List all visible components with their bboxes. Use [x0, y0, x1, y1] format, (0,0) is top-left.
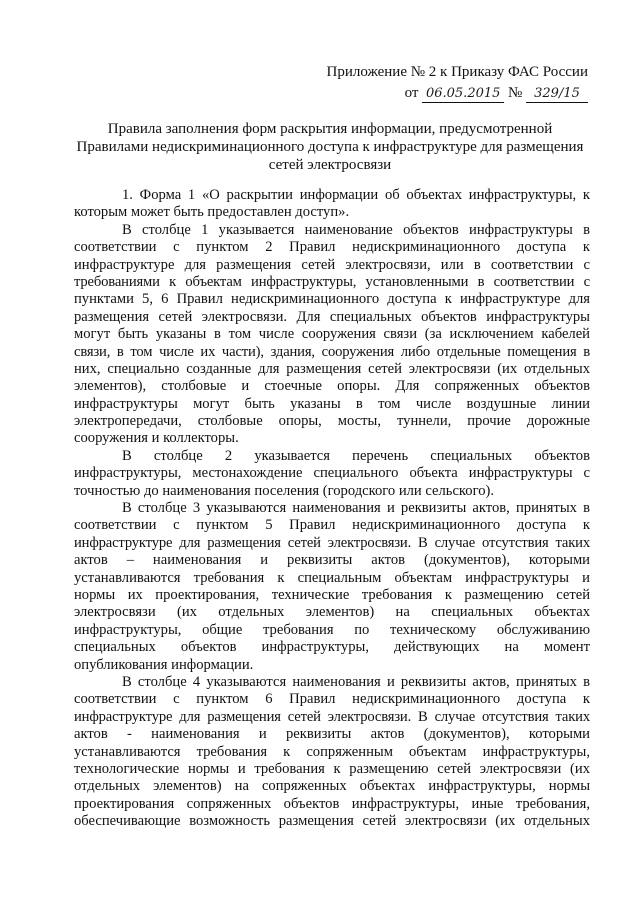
body-line: технологические нормы и требования к размещению сетей электросвязи (их [74, 760, 590, 777]
body-line: устанавливаются требования к сопряженным объектам инфраструктуры, [74, 743, 590, 760]
body-line: элементов), столбовые и стоечные опоры. Для сопряженных объектов [74, 378, 590, 395]
body-line: инфраструктуре для размещения сетей электросвязи. В случае отсутствия таких [74, 708, 590, 725]
body-line: соответствии с пунктом 2 Правил недискриминационного доступа к [74, 239, 590, 256]
body-line: электросвязи (их отдельных элементов) на специальных объектах [74, 604, 590, 621]
body-line: соответствии с пунктом 6 Правил недискриминационного доступа к [74, 691, 590, 708]
title-line: Правила заполнения форм раскрытия информации, предусмотренной [107, 121, 553, 137]
body-line: требованиями к объектам инфраструктуры, установленными в соответствии с [74, 273, 590, 290]
body-line: обеспечивающие возможность размещения сетей электросвязи (их отдельных [74, 813, 590, 830]
body-line: инфраструктуре для размещения сетей электросвязи. В случае отсутствия таких [74, 534, 590, 551]
body-line: опубликования информации. [74, 656, 254, 673]
body-line: В столбце 1 указывается наименование объектов инфраструктуры в [122, 221, 590, 238]
body-line: актов - наименования и реквизиты актов (документов), которыми [74, 726, 590, 743]
appendix-reference: Приложение № 2 к Приказу ФАС России [326, 64, 588, 80]
order-date-handwritten: 06.05.2015 [422, 86, 504, 103]
body-line: соответствии с пунктом 5 Правил недискриминационного доступа к [74, 517, 590, 534]
body-line: пунктами 5, 6 Правил недискриминационного доступа к инфраструктуре для [74, 291, 590, 308]
body-line: них, специально созданные для размещения сетей электросвязи (их отдельных [74, 360, 590, 377]
number-label: № [507, 85, 523, 101]
body-line: 1. Форма 1 «О раскрытии информации об объектах инфраструктуры, к [122, 187, 590, 203]
body-line: устанавливаются требования к специальным объектам инфраструктуры и [74, 569, 590, 586]
body-line: инфраструктуры, общие требования по техническому обслуживанию [74, 621, 590, 638]
body-line: В столбце 2 указывается перечень специальных объектов [122, 447, 590, 464]
body-line: электропередачи, столбовые опоры, мосты, туннели, прочие дорожные [74, 413, 590, 430]
appendix-header [288, 62, 588, 103]
title-line: Правилами недискриминационного доступа к инфраструктуре для размещения [76, 139, 584, 155]
order-number-handwritten: 329/15 [526, 86, 588, 103]
body-line: точностью до наименования поселения (городского или сельского). [74, 482, 495, 499]
body-line: нормы их проектирования, технические требования к размещению сетей [74, 586, 590, 603]
date-label: от [404, 85, 419, 101]
body-line: актов – наименования и реквизиты актов (документов), которыми [74, 552, 590, 569]
body-line: отдельных элементов) на сопряженных объектах инфраструктуры, нормы [74, 778, 590, 795]
order-date-number-line [288, 83, 588, 103]
body-line: проектирования сопряженных объектов инфраструктуры, иные требования, [74, 795, 590, 812]
body-line: связи, в том числе их части), здания, сооружения либо отдельные помещения в [74, 343, 590, 360]
body-line: могут быть указаны в том числе сооружения связи (за исключением кабелей [74, 326, 590, 343]
body-line: В столбце 4 указываются наименования и реквизиты актов, принятых в [122, 673, 590, 690]
body-line: которым может быть предоставлен доступ». [74, 204, 350, 221]
body-line: специальных объектов инфраструктуры, действующих на момент [74, 639, 590, 656]
document-title [70, 120, 590, 174]
document-body [74, 187, 590, 830]
body-line: сооружения и коллекторы. [74, 430, 239, 447]
body-line: инфраструктуры, местонахождение специального объекта инфраструктуры с [74, 465, 590, 482]
body-line: инфраструктуре для размещения сетей электросвязи, или в соответствии с [74, 256, 590, 273]
title-line: сетей электросвязи [268, 157, 392, 173]
body-line: размещения сетей электросвязи. Для специальных объектов инфраструктуры [74, 308, 590, 325]
body-line: инфраструктуры могут быть указаны в том числе воздушные линии [74, 395, 590, 412]
body-line: В столбце 3 указываются наименования и реквизиты актов, принятых в [122, 500, 590, 517]
